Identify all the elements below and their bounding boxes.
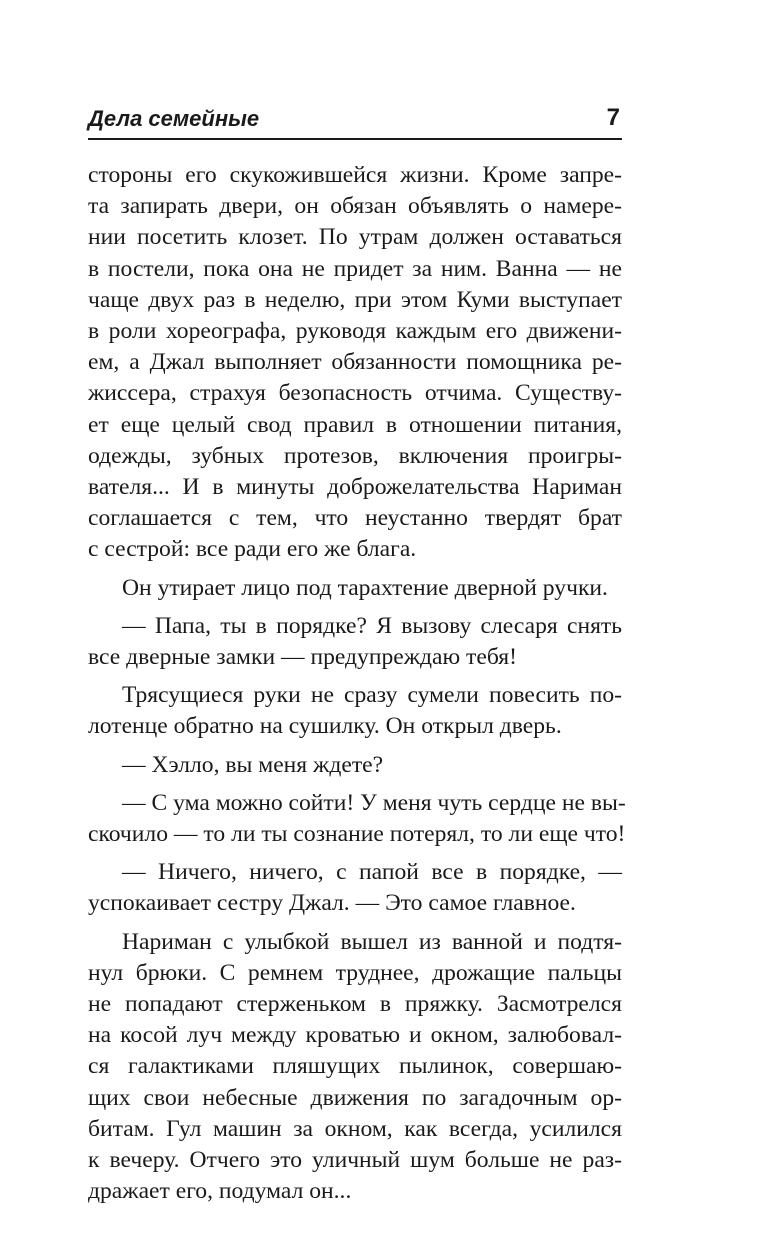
text-line: в роли хореографа, руководя каждым его движени-: [88, 318, 622, 345]
text-line: успокаивает сестру Джал. — Это самое главное.: [88, 890, 576, 917]
text-line: лотенце обратно на сушилку. Он открыл дверь.: [88, 713, 562, 740]
page-number: 7: [606, 104, 620, 131]
paragraph: [88, 680, 622, 742]
text-line: ся галактиками пляшущих пылинок, совершаю-: [88, 1053, 622, 1080]
paragraph: [88, 857, 622, 919]
text-line: все дверные замки — предупреждаю тебя!: [88, 644, 517, 671]
text-line: вателя... И в минуты доброжелательства Нариман: [88, 474, 622, 501]
paragraph: [88, 927, 622, 1208]
text-line: та запирать двери, он обязан объявлять о намере-: [88, 193, 622, 220]
text-line: одежды, зубных протезов, включения проигры-: [88, 442, 622, 469]
text-line: нии посетить клозет. По утрам должен оставаться: [88, 224, 622, 251]
text-line: Он утирает лицо под тарахтение дверной ручки.: [122, 574, 608, 601]
text-line: к вечеру. Отчего это уличный шум больше не раз-: [88, 1147, 622, 1174]
text-line: ем, а Джал выполняет обязанности помощника ре-: [88, 349, 622, 376]
paragraph: [88, 611, 622, 673]
text-line: щих свои небесные движения по загадочным ор-: [88, 1084, 622, 1111]
running-title: Дела семейные: [88, 106, 260, 131]
text-line: чаще двух раз в неделю, при этом Куми выступает: [88, 286, 622, 313]
text-line: битам. Гул машин за окном, как всегда, усилился: [88, 1115, 622, 1142]
paragraph: [88, 573, 622, 604]
body-text: [88, 160, 626, 1208]
text-line: соглашается с тем, что неустанно твердят брат: [88, 505, 622, 532]
text-line: ет еще целый свод правил в отношении питания,: [88, 411, 622, 438]
page-header: [88, 104, 622, 140]
text-line: Нариман с улыбкой вышел из ванной и подтя-: [122, 928, 622, 955]
text-line: — Папа, ты в порядке? Я вызову слесаря снять: [122, 612, 622, 639]
text-line: Трясущиеся руки не сразу сумели повесить по-: [122, 682, 622, 709]
text-line: на косой луч между кроватью и окном, залюбовал-: [88, 1022, 622, 1049]
text-line: дражает его, подумал он...: [88, 1178, 352, 1205]
text-line: скочило — то ли ты сознание потерял, то ли еще что!: [88, 821, 626, 848]
text-line: — Хэлло, вы меня ждете?: [122, 751, 384, 778]
text-line: с сестрой: все ради его же блага.: [88, 536, 417, 563]
text-line: — Ничего, ничего, с папой все в порядке, —: [122, 859, 622, 886]
paragraph: [88, 160, 622, 566]
text-line: не попадают стерженьком в пряжку. Засмотрелся: [88, 991, 622, 1018]
text-line: в постели, пока она не придет за ним. Ванна — не: [88, 255, 622, 282]
text-line: нул брюки. С ремнем труднее, дрожащие пальцы: [88, 959, 622, 986]
paragraph: [88, 788, 626, 850]
paragraph: [88, 750, 622, 781]
text-line: стороны его скукожившейся жизни. Кроме запре-: [88, 162, 622, 188]
text-line: — С ума можно сойти! У меня чуть сердце не вы-: [122, 789, 626, 816]
text-line: жиссера, страхуя безопасность отчима. Существу-: [88, 380, 622, 407]
